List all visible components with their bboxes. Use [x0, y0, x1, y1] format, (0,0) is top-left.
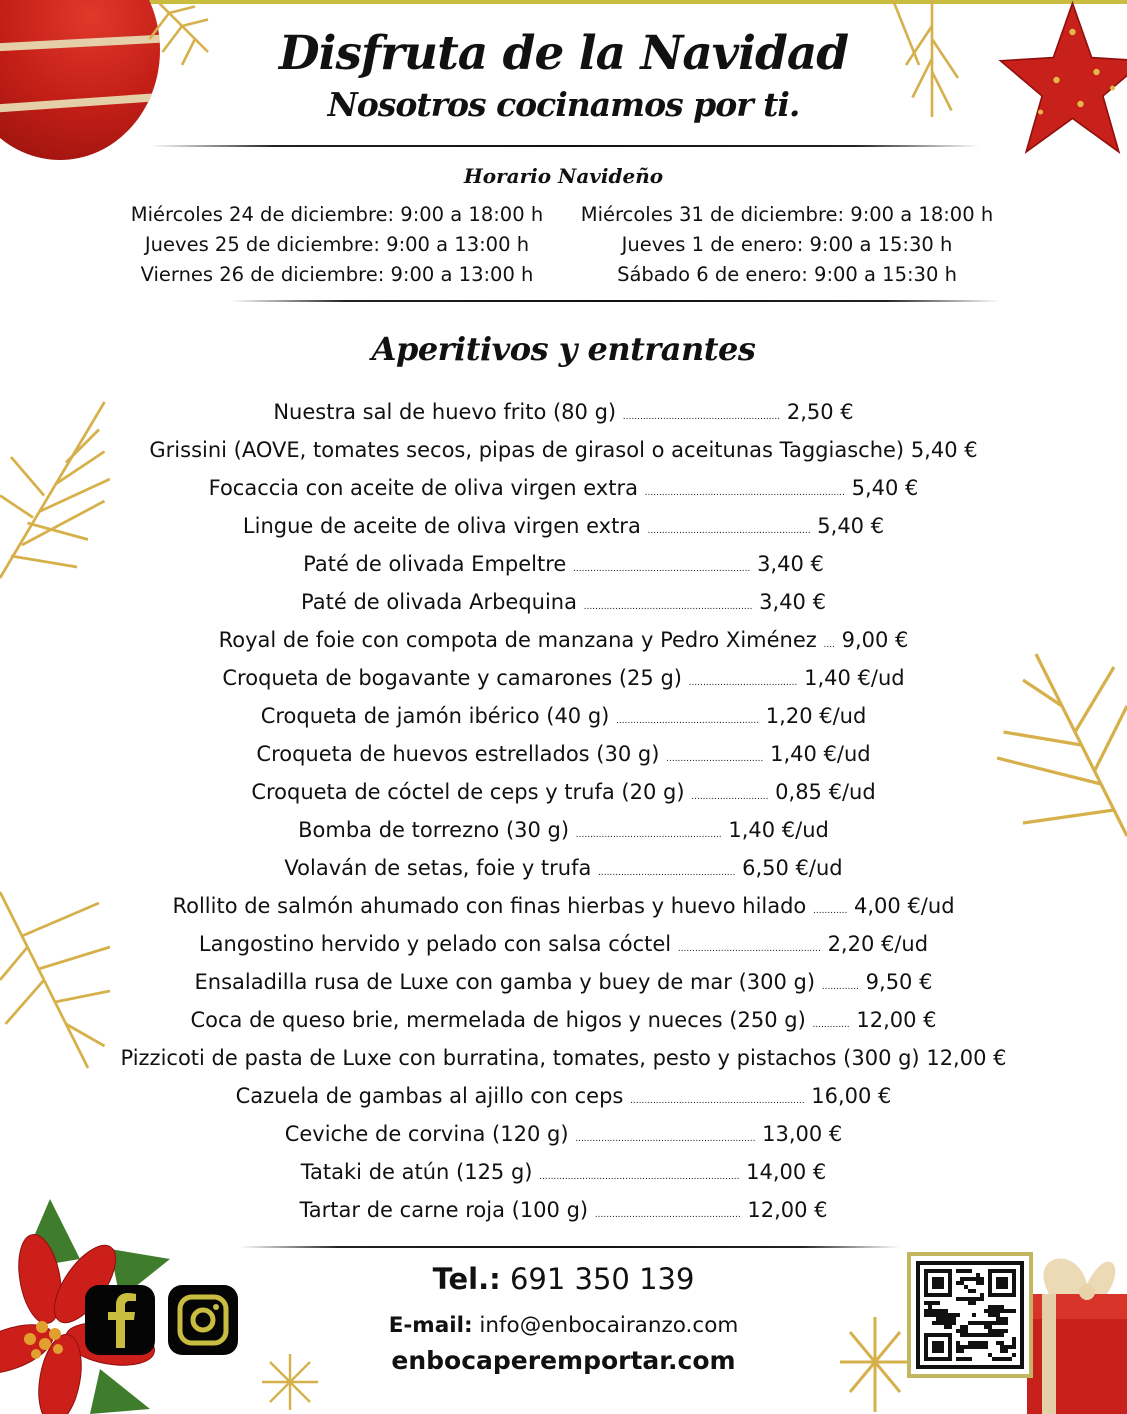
- divider: [150, 145, 980, 147]
- menu-item-leader: .............: [812, 1020, 850, 1030]
- menu-item-name: Grissini (AOVE, tomates secos, pipas de girasol o aceitunas Taggiasche): [149, 438, 905, 462]
- menu-item-name: Langostino hervido y pelado con salsa cóctel: [198, 932, 672, 956]
- menu-item-price: 3,40 €: [759, 590, 826, 614]
- menu-item-price: 1,20 €/ud: [765, 704, 867, 728]
- hours-line: Viernes 26 de diciembre: 9:00 a 13:00 h: [140, 263, 534, 286]
- menu-item-leader: .........................................................: [647, 526, 811, 536]
- menu-item-leader: ....: [823, 640, 835, 650]
- menu-item-name: Focaccia con aceite de oliva virgen extra: [208, 476, 638, 500]
- menu-item-name: Ceviche de corvina (120 g): [284, 1122, 569, 1146]
- menu-item: [0, 545, 1127, 583]
- hours-line: Miércoles 24 de diciembre: 9:00 a 18:00 h: [130, 203, 544, 226]
- hours-line: Jueves 25 de diciembre: 9:00 a 13:00 h: [144, 233, 530, 256]
- menu-item-price: 13,00 €: [762, 1122, 843, 1146]
- menu-item-price: 2,50 €: [786, 400, 854, 424]
- menu-item: [0, 469, 1127, 507]
- menu-item-name: Croqueta de cóctel de ceps y trufa (20 g): [251, 780, 685, 804]
- menu-item-leader: ...............................................................: [575, 1134, 756, 1144]
- phone-number[interactable]: 691 350 139: [509, 1262, 695, 1296]
- menu-item-price: 0,85 €/ud: [775, 780, 876, 804]
- menu-item-name: Lingue de aceite de oliva virgen extra: [242, 514, 641, 538]
- menu-item: [0, 735, 1127, 773]
- menu-item: [0, 583, 1127, 621]
- menu-item-leader: ...................................................: [575, 830, 722, 840]
- menu-item-name: Rollito de salmón ahumado con finas hierbas y huevo hilado: [172, 894, 807, 918]
- menu-item-name: Nuestra sal de huevo frito (80 g): [273, 400, 617, 424]
- menu-item-price: 6,50 €/ud: [742, 856, 843, 880]
- email-address[interactable]: info@enbocairanzo.com: [479, 1313, 739, 1338]
- menu-item-leader: ................................................: [598, 868, 736, 878]
- menu-item-leader: ..................................................: [616, 716, 760, 726]
- menu-item-price: 16,00 €: [811, 1084, 892, 1108]
- menu-item-leader: .............................................................: [630, 1096, 805, 1106]
- menu-item: [0, 849, 1127, 887]
- menu-item-name: Croqueta de jamón ibérico (40 g): [260, 704, 610, 728]
- menu-item-leader: ...........................................................: [583, 602, 753, 612]
- divider: [230, 300, 1000, 302]
- menu-item-leader: ......................................................................: [539, 1172, 740, 1182]
- menu-item-name: Cazuela de gambas al ajillo con ceps: [235, 1084, 624, 1108]
- menu-item-leader: ......................................................................: [644, 488, 845, 498]
- menu-item-leader: ..............................................................: [573, 564, 751, 574]
- menu-item-price: 14,00 €: [746, 1160, 827, 1184]
- menu-item: [0, 773, 1127, 811]
- menu-item: [0, 1039, 1127, 1077]
- menu-item: [0, 887, 1127, 925]
- menu-item-price: 5,40 €: [817, 514, 885, 538]
- menu-item-leader: ..................................................: [677, 944, 821, 954]
- phone-label: Tel.:: [432, 1262, 501, 1296]
- page-subtitle: Nosotros cocinamos por ti.: [327, 85, 800, 124]
- menu-item-leader: .............: [821, 982, 859, 992]
- menu-item: [0, 1153, 1127, 1191]
- menu-item: [0, 1001, 1127, 1039]
- menu-item-leader: ...........................: [691, 792, 769, 802]
- menu-item: [0, 811, 1127, 849]
- menu-item-price: 1,40 €/ud: [770, 742, 871, 766]
- page-title: Disfruta de la Navidad: [278, 26, 849, 81]
- divider: [240, 1246, 900, 1248]
- menu-item-price: 5,40 €: [851, 476, 919, 500]
- menu-item-price: 3,40 €: [757, 552, 824, 576]
- menu-item-name: Pizzicoti de pasta de Luxe con burratina, tomates, pesto y pistachos (300 g): [120, 1046, 920, 1070]
- website-link[interactable]: enbocaperemportar.com: [391, 1346, 736, 1375]
- menu-item-name: Coca de queso brie, mermelada de higos y nueces (250 g): [190, 1008, 806, 1032]
- qr-code-icon: [920, 1265, 1020, 1365]
- menu-item-price: 9,50 €: [865, 970, 933, 994]
- menu-item-name: Ensaladilla rusa de Luxe con gamba y buey de mar (300 g): [194, 970, 816, 994]
- menu-item-price: 12,00 €: [856, 1008, 937, 1032]
- section-title: Aperitivos y entrantes: [371, 330, 756, 368]
- menu-item-price: 2,20 €/ud: [827, 932, 929, 956]
- menu-item-leader: ...................................................: [594, 1210, 741, 1220]
- menu-item-name: Tataki de atún (125 g): [300, 1160, 533, 1184]
- email-label: E-mail:: [388, 1313, 473, 1338]
- menu-item: [0, 507, 1127, 545]
- menu-item-leader: .......................................................: [622, 412, 781, 422]
- menu-item-price: 1,40 €/ud: [728, 818, 829, 842]
- menu-item: [0, 431, 1127, 469]
- menu-item: [0, 393, 1127, 431]
- menu-item-leader: ..................................: [666, 754, 764, 764]
- menu-item-leader: ......................................: [688, 678, 798, 688]
- menu-item: [0, 621, 1127, 659]
- hours-line: Sábado 6 de enero: 9:00 a 15:30 h: [617, 263, 957, 286]
- menu-list: [0, 393, 1127, 1229]
- menu-item-name: Tartar de carne roja (100 g): [299, 1198, 589, 1222]
- menu-item: [0, 659, 1127, 697]
- menu-item-name: Royal de foie con compota de manzana y Pedro Ximénez: [218, 628, 817, 652]
- menu-item-price: 9,00 €: [841, 628, 909, 652]
- menu-item: [0, 1191, 1127, 1229]
- menu-item-name: Paté de olivada Empeltre: [303, 552, 567, 576]
- hours-line: Miércoles 31 de diciembre: 9:00 a 18:00 h: [580, 203, 994, 226]
- menu-item-price: 5,40 €: [910, 438, 978, 462]
- menu-item-price: 4,00 €/ud: [854, 894, 955, 918]
- menu-item-name: Volaván de setas, foie y trufa: [284, 856, 592, 880]
- menu-item-name: Bomba de torrezno (30 g): [298, 818, 570, 842]
- menu-item: [0, 1077, 1127, 1115]
- qr-code[interactable]: [907, 1252, 1033, 1378]
- menu-item: [0, 963, 1127, 1001]
- menu-item: [0, 925, 1127, 963]
- menu-item: [0, 697, 1127, 735]
- menu-item-name: Croqueta de bogavante y camarones (25 g): [222, 666, 682, 690]
- hours-title: Horario Navideño: [463, 164, 664, 188]
- menu-item: [0, 1115, 1127, 1153]
- hours-column-right: [557, 200, 1017, 290]
- hours-column-left: [107, 200, 567, 290]
- menu-item-price: 12,00 €: [747, 1198, 828, 1222]
- menu-item-price: 1,40 €/ud: [804, 666, 905, 690]
- menu-item-leader: ............: [812, 906, 848, 916]
- menu-item-name: Croqueta de huevos estrellados (30 g): [256, 742, 660, 766]
- menu-item-name: Paté de olivada Arbequina: [301, 590, 577, 614]
- hours-line: Jueves 1 de enero: 9:00 a 15:30 h: [621, 233, 953, 256]
- menu-item-price: 12,00 €: [926, 1046, 1007, 1070]
